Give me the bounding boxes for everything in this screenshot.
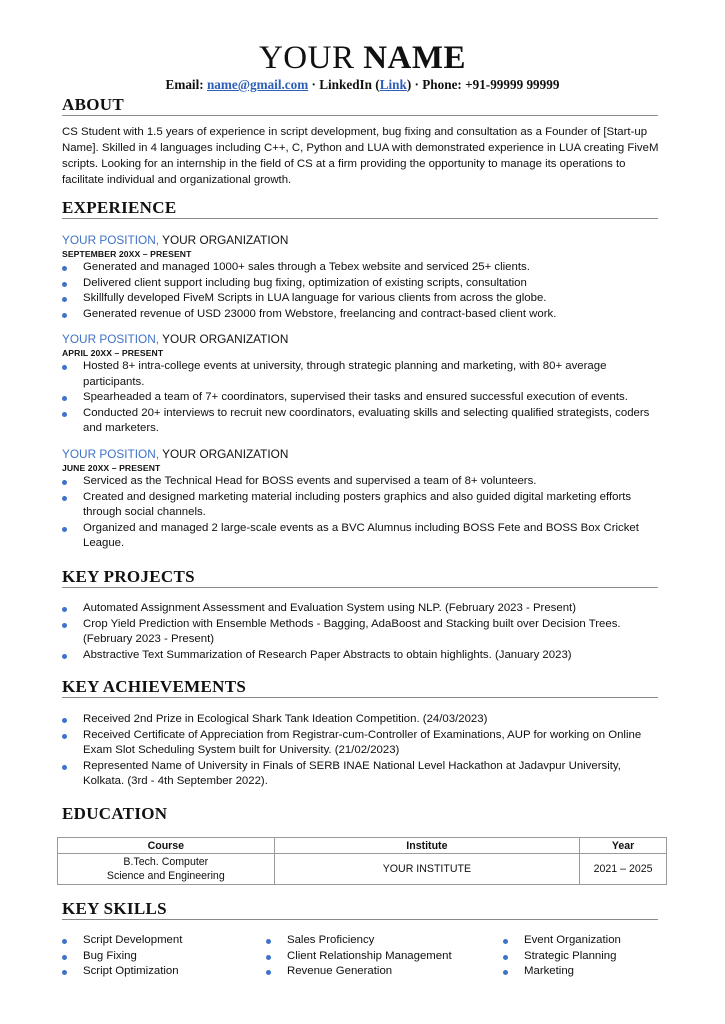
list-item (62, 617, 660, 648)
job-bullets (62, 359, 660, 437)
bullet-text: Delivered client support including bug fixing, optimization of existing scripts, consultation (83, 276, 527, 289)
course-line: Science and Engineering (106, 870, 225, 882)
list-item (266, 933, 496, 949)
bullet-text: Created and designed marketing material including posters graphics and also guided digital marketing efforts through social channels. (83, 490, 632, 519)
list-item (62, 260, 660, 276)
linkedin-close: ) (406, 77, 412, 92)
achievement-text: Received Certificate of Appreciation from Registrar-cum-Controller of Examinations, AUP for working on Online Exam Slot Scheduling System built for University. (21/02/2023) (83, 728, 642, 757)
skills-section-header (62, 899, 658, 920)
bullet-icon (266, 970, 271, 975)
bullet-text: Generated revenue of USD 23000 from Webstore, freelancing and contract-based client work. (83, 307, 557, 320)
separator: · (311, 77, 316, 92)
bullet-icon (266, 955, 271, 960)
list-item (62, 474, 660, 490)
bullet-icon (503, 939, 508, 944)
job-date: SEPTEMBER 20XX – PRESENT (62, 249, 192, 259)
bullet-icon (62, 955, 67, 960)
skill-text: Bug Fixing (83, 949, 137, 962)
list-item (62, 949, 262, 965)
bullet-text: Skillfully developed FiveM Scripts in LUA language for various clients from across the globe. (83, 292, 547, 305)
projects-heading: KEY PROJECTS (62, 567, 195, 586)
experience-section-header (62, 198, 658, 219)
resume-name (0, 40, 725, 76)
linkedin-label: LinkedIn ( (319, 77, 380, 92)
bullet-text: Organized and managed 2 large-scale events as a BVC Alumnus including BOSS Fete and BOSS Box Cricket League. (83, 521, 639, 550)
bullet-icon (62, 623, 67, 628)
bullet-icon (62, 970, 67, 975)
job-title (62, 232, 660, 248)
column-header: Course (58, 838, 275, 854)
course-cell (58, 854, 275, 885)
list-item (503, 949, 662, 965)
list-item (62, 359, 660, 390)
bullet-text: Conducted 20+ interviews to recruit new coordinators, evaluating skills and selecting qualified strategists, coders and marketers. (83, 406, 650, 435)
achievements-list (62, 712, 660, 790)
job-position: YOUR POSITION, (62, 233, 160, 247)
skill-text: Script Development (83, 934, 183, 946)
list-item (62, 390, 660, 406)
skill-text: Revenue Generation (287, 965, 393, 978)
linkedin-link[interactable]: Link (379, 77, 407, 92)
bullet-icon (62, 765, 67, 770)
list-item (62, 648, 660, 664)
bullet-icon (62, 365, 67, 370)
list-item (62, 521, 660, 552)
bullet-text: Spearheaded a team of 7+ coordinators, supervised their tasks and ensured successful execution of events. (83, 391, 628, 404)
name-last: NAME (363, 40, 467, 76)
bullet-icon (62, 313, 67, 318)
contact-line (0, 77, 725, 93)
bullet-icon (62, 396, 67, 401)
list-item (266, 964, 496, 980)
table-header-row (58, 838, 667, 854)
skill-text: Sales Proficiency (287, 934, 375, 946)
course-line: B.Tech. Computer (123, 856, 209, 868)
about-section-header (62, 95, 658, 116)
bullet-text: Hosted 8+ intra-college events at university, through strategic planning and marketing, with 80+ average participants. (83, 360, 607, 388)
about-text: CS Student with 1.5 years of experience in script development, bug fixing and consultation as a Founder of [Start-up Name]. Skilled in 4 languages including C++, C, Python and LUA with demonstrated experience in LUA creating FiveM scripts. Looking for an internship in the field of CS at a firm providing the opportunity to manage its operations to facilitate individual and organizational growth. (62, 126, 659, 186)
job-position: YOUR POSITION, (62, 332, 160, 346)
job-title (62, 446, 660, 462)
project-text: Abstractive Text Summarization of Research Paper Abstracts to obtain highlights. (January 2023) (83, 648, 572, 661)
achievements-section-header (62, 677, 658, 698)
list-item (62, 307, 660, 323)
email-link[interactable]: name@gmail.com (206, 77, 309, 92)
bullet-icon (62, 654, 67, 659)
skill-text: Client Relationship Management (287, 949, 452, 962)
list-item (62, 406, 660, 437)
column-header: Institute (274, 838, 579, 854)
experience-heading: EXPERIENCE (62, 198, 177, 217)
bullet-icon (503, 970, 508, 975)
job-bullets (62, 474, 660, 552)
achievements-heading: KEY ACHIEVEMENTS (62, 677, 247, 696)
email-label: Email: (165, 77, 204, 92)
list-item (62, 291, 660, 307)
list-item (266, 949, 496, 965)
list-item (62, 933, 262, 949)
skill-text: Marketing (524, 965, 575, 978)
bullet-icon (62, 734, 67, 739)
bullet-icon (62, 282, 67, 287)
project-text: Automated Assignment Assessment and Evaluation System using NLP. (February 2023 - Present) (83, 602, 577, 614)
job-entry (62, 331, 660, 437)
skills-column (503, 933, 662, 980)
list-item (62, 712, 660, 728)
skills-column (266, 933, 496, 980)
separator: · (414, 77, 419, 92)
list-item (62, 490, 660, 521)
skills-heading: KEY SKILLS (62, 899, 167, 918)
name-first: YOUR (258, 40, 355, 76)
list-item (62, 601, 660, 617)
bullet-icon (62, 266, 67, 271)
column-header: Year (580, 838, 667, 854)
skill-text: Strategic Planning (524, 949, 617, 962)
achievement-text: Represented Name of University in Finals of SERB INAE National Level Hackathon at Jadavpur University, Kolkata. (3rd - 4th September 2022). (83, 759, 621, 788)
skill-text: Event Organization (524, 934, 621, 946)
skills-column (62, 933, 262, 980)
job-bullets (62, 260, 660, 322)
projects-section-header (62, 567, 658, 588)
bullet-icon (62, 607, 67, 612)
job-organization: YOUR ORGANIZATION (159, 332, 289, 346)
list-item (62, 759, 660, 790)
list-item (503, 933, 662, 949)
education-table (57, 837, 667, 885)
job-title (62, 331, 660, 347)
bullet-text: Generated and managed 1000+ sales through a Tebex website and serviced 25+ clients. (83, 261, 530, 273)
year-cell: 2021 – 2025 (580, 854, 667, 885)
skill-text: Script Optimization (83, 965, 179, 978)
job-entry (62, 446, 660, 552)
job-organization: YOUR ORGANIZATION (159, 447, 289, 461)
job-organization: YOUR ORGANIZATION (159, 233, 289, 247)
bullet-icon (266, 939, 271, 944)
bullet-icon (62, 496, 67, 501)
bullet-icon (62, 297, 67, 302)
table-row (58, 854, 667, 885)
achievement-text: Received 2nd Prize in Ecological Shark Tank Ideation Competition. (24/03/2023) (83, 713, 488, 725)
about-heading: ABOUT (62, 95, 124, 114)
phone: Phone: +91-99999 99999 (422, 77, 560, 92)
education-section-header (62, 804, 658, 824)
bullet-icon (62, 480, 67, 485)
job-entry (62, 232, 660, 322)
bullet-icon (62, 412, 67, 417)
bullet-text: Serviced as the Technical Head for BOSS events and supervised a team of 8+ volunteers. (83, 475, 537, 487)
bullet-icon (503, 955, 508, 960)
list-item (503, 964, 662, 980)
bullet-icon (62, 527, 67, 532)
projects-list (62, 601, 660, 663)
education-heading: EDUCATION (62, 804, 168, 823)
job-position: YOUR POSITION, (62, 447, 160, 461)
institute-cell: YOUR INSTITUTE (274, 854, 579, 885)
job-date: JUNE 20XX – PRESENT (62, 463, 161, 473)
list-item (62, 728, 660, 759)
bullet-icon (62, 939, 67, 944)
list-item (62, 964, 262, 980)
list-item (62, 276, 660, 292)
bullet-icon (62, 718, 67, 723)
project-text: Crop Yield Prediction with Ensemble Methods - Bagging, AdaBoost and Stacking built over Decision Trees. (February 2023 - Present) (83, 617, 621, 646)
job-date: APRIL 20XX – PRESENT (62, 348, 164, 358)
